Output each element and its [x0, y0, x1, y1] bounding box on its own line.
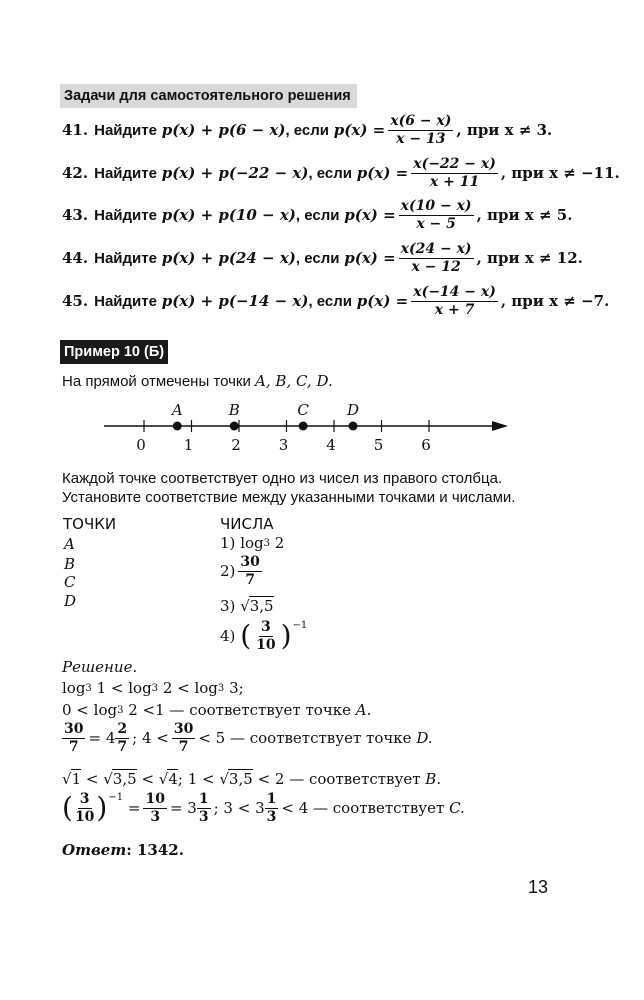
point-label-c: C [64, 573, 76, 591]
task-line-2: Установите соответствие между указанными точками и числами. [62, 489, 516, 506]
section-header [60, 84, 357, 108]
problem-45: 45. Найдите p(x) + p(−14 − x) , если p(x) = $\frac{x(-14 - x)}{x + 7}$ , при x ≠ −7. [62, 284, 610, 318]
option-1: 1) log 3 2 [220, 534, 285, 552]
number-line [96, 396, 516, 458]
column-header-points: ТОЧКИ [63, 515, 117, 533]
point-label-b: B [228, 401, 240, 419]
tick-label-2: 2 [231, 436, 241, 454]
column-header-numbers: ЧИСЛА [220, 515, 274, 533]
option-4: 4) ( $\frac{3}{10}$ ) −1 [220, 619, 308, 653]
point-a [173, 422, 182, 431]
tick-label-0: 0 [136, 436, 146, 454]
example-header [60, 340, 168, 364]
option-3: 3) √ 3,5 [220, 596, 274, 615]
number-line-arrow [492, 421, 508, 431]
point-d [349, 422, 358, 431]
tick-label-6: 6 [421, 436, 431, 454]
point-label-c: C [297, 401, 309, 419]
point-c [299, 422, 308, 431]
point-label-d: D [346, 401, 360, 419]
tick-label-3: 3 [278, 436, 289, 454]
point-label-a: A [171, 401, 183, 419]
answer-line: Ответ : 1342. [62, 841, 184, 859]
page-number: 13 [528, 877, 549, 897]
tick-label-1: 1 [183, 436, 194, 454]
intro-paragraph: На прямой отмечены точки A, B, C, D. [62, 372, 333, 390]
problem-42: 42. Найдите p(x) + p(−22 − x) , если p(x) = $\frac{x(-22 - x)}{x + 11}$ , при x ≠ −11. [62, 156, 620, 190]
point-label-d: D [64, 592, 77, 610]
tick-label-5: 5 [373, 436, 384, 454]
point-label-a: A [64, 535, 75, 553]
option-2: 2) $\frac{30}{7}$ [220, 554, 260, 588]
section-title: Задачи для самостоятельного решения [64, 88, 351, 104]
problem-43: 43. Найдите p(x) + p(10 − x) , если p(x) = $\frac{x(10 - x)}{x - 5}$ , при x ≠ 5. [62, 198, 573, 232]
solution-line-5: ( $\frac{3}{10}$ ) −1 = $\frac{10}{3}$ = 3 $\frac{1}{3}$ ; 3 < 3 $\frac{1}{3}$ < 4 — соответствует C. [62, 791, 465, 825]
task-line-1: Каждой точке соответствует одно из чисел из правого столбца. [62, 470, 503, 487]
solution-title: Решение. [62, 658, 138, 676]
point-label-b: B [64, 555, 76, 573]
point-b [230, 422, 239, 431]
solution-line-1: log 3 1 < log 3 2 < log 3 3; [62, 679, 244, 697]
solution-line-2: 0 < log 3 2 <1 — соответствует точке A. [62, 701, 372, 719]
example-title: Пример 10 (Б) [64, 344, 165, 360]
tick-label-4: 4 [326, 436, 336, 454]
problem-41: 41. Найдите p(x) + p(6 − x) , если p(x) = $\frac{x(6 - x)}{x - 13}$ , при x ≠ 3. [62, 113, 553, 147]
solution-line-4: √ 1 < √ 3,5 < √ 4 ; 1 < √ 3,5 < 2 — соответствует B. [62, 769, 442, 788]
solution-line-3: $\frac{30}{7}$ = 4 $\frac{2}{7}$ ; 4 < $\frac{30}{7}$ < 5 — соответствует точке D. [64, 721, 433, 755]
problem-44: 44. Найдите p(x) + p(24 − x) , если p(x) = $\frac{x(24 - x)}{x - 12}$ , при x ≠ 12. [62, 241, 583, 275]
